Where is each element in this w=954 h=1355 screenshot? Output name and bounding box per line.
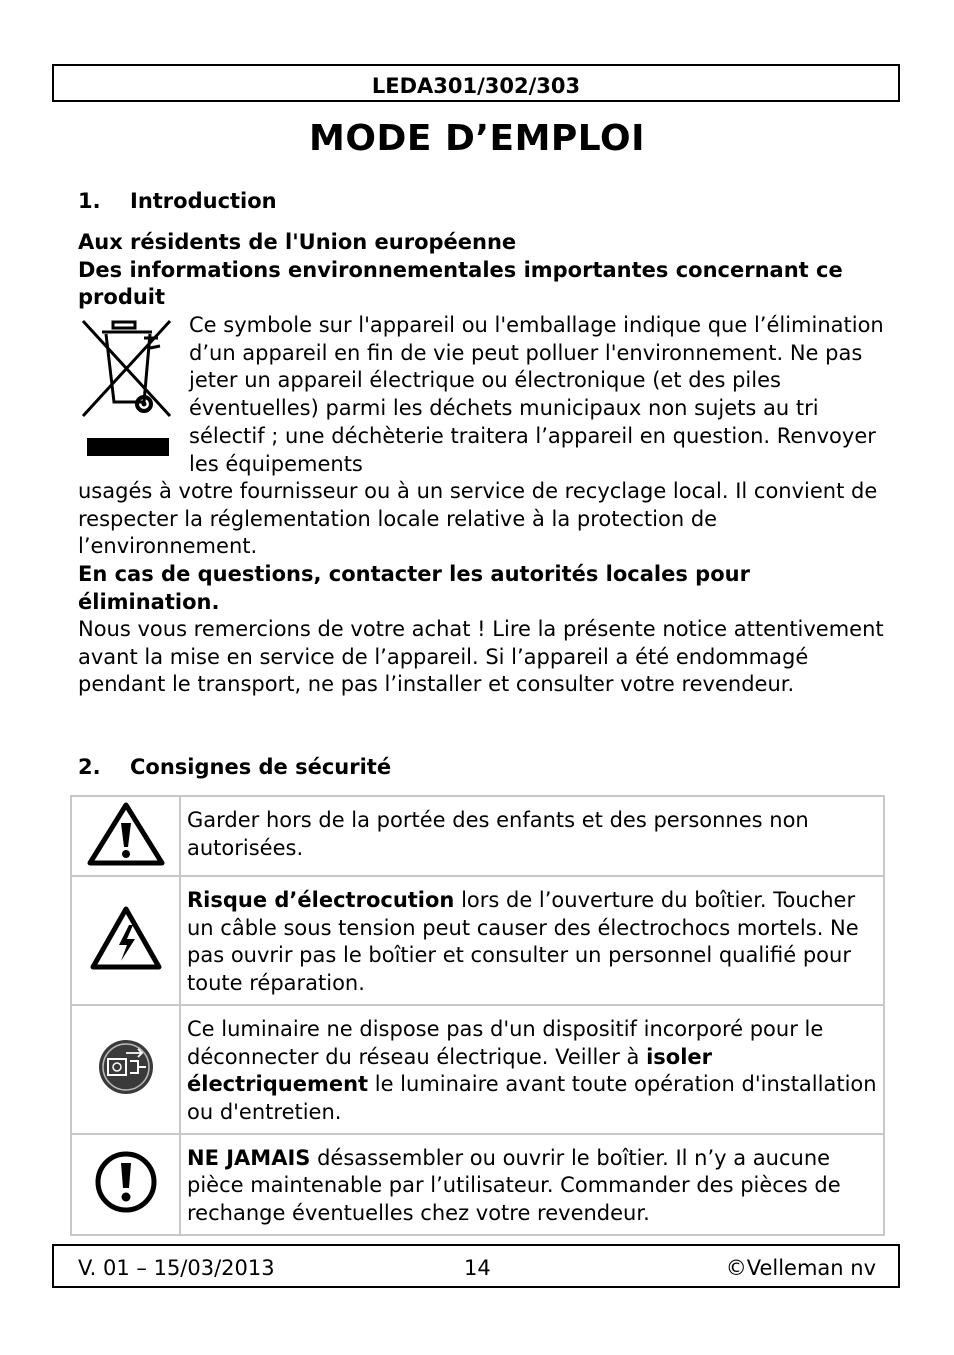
electric-shock-icon <box>89 905 163 971</box>
footer-version: V. 01 – 15/03/2013 <box>78 1256 275 1280</box>
eu-residents-heading <box>78 229 888 312</box>
section-heading-safety <box>78 755 578 783</box>
section-heading-introduction <box>78 189 478 217</box>
eu-title: Aux résidents de l'Union européenne <box>78 230 517 254</box>
icon-cell <box>71 876 180 1005</box>
bold-label: isoler électriquement <box>187 1044 713 1097</box>
safety-text: Garder hors de la portée des enfants et des personnes non autorisées. <box>180 796 884 876</box>
safety-text <box>180 876 884 1005</box>
table-row <box>71 1005 884 1134</box>
footer-copyright: ©Velleman nv <box>725 1256 876 1280</box>
model-number: LEDA301/302/303 <box>371 74 581 98</box>
safety-table <box>70 795 885 1236</box>
weee-text-continued: usagés à votre fournisseur ou à un service de recyclage local. Il convient de respecter la réglementation locale relative à la protection de l’environnement. <box>78 479 878 559</box>
section-number: 1. <box>78 189 101 213</box>
table-row <box>71 876 884 1005</box>
weee-text: Ce symbole sur l'appareil ou l'emballage indique que l’élimination d’un appareil en fin de vie peut polluer l'environnement. Ne pas jeter un appareil électrique ou électronique (et des piles éventuelles) parmi les déchets municipaux non sujets au tri sélectif ; une déchèterie traitera l’appareil en question. Renvoyer les équipements <box>189 313 884 476</box>
bold-label: Risque d’électrocution <box>187 888 455 912</box>
safety-text <box>180 1134 884 1235</box>
thanks-paragraph: Nous vous remercions de votre achat ! Lire la présente notice attentivement avant la mise en service de l’appareil. Si l’appareil a été endommagé pendant le transport, ne pas l’installer et consulter votre revendeur. <box>78 617 884 697</box>
section-title: Introduction <box>130 189 277 213</box>
page-number: 14 <box>464 1256 491 1280</box>
page-title: MODE D’EMPLOI <box>309 118 645 159</box>
table-row <box>71 1134 884 1235</box>
section-number: 2. <box>78 755 101 779</box>
body-text: désassembler ou ouvrir le boîtier. Il n’y a aucune pièce maintenable par l’utilisateur. Commander des pièces de rechange éventuelles chez votre revendeur. <box>187 1145 841 1226</box>
safety-text <box>180 1005 884 1134</box>
body-text: lors de l’ouverture du boîtier. Toucher un câble sous tension peut causer des électrochocs mortels. Ne pas ouvrir pas le boîtier et consulter un personnel qualifié pour toute réparation. <box>187 888 859 996</box>
icon-cell <box>71 1005 180 1134</box>
section-title: Consignes de sécurité <box>130 755 392 779</box>
header-box <box>52 64 900 102</box>
icon-cell <box>71 1134 180 1235</box>
weee-bin-icon <box>78 316 178 464</box>
env-title: Des informations environnementales importantes concernant ce produit <box>78 257 843 310</box>
exclamation-circle-icon <box>94 1150 158 1214</box>
bold-label: NE JAMAIS <box>187 1145 311 1170</box>
icon-cell <box>71 796 180 876</box>
disconnect-mains-icon <box>96 1037 156 1097</box>
footer <box>52 1244 900 1288</box>
questions-note: En cas de questions, contacter les autorités locales pour élimination. <box>78 562 750 614</box>
body-text: le luminaire avant toute opération d'installation ou d'entretien. <box>187 1072 877 1124</box>
warning-triangle-icon <box>86 801 166 867</box>
table-row <box>71 796 884 876</box>
body-text: Ce luminaire ne dispose pas d'un dispositif incorporé pour le déconnecter du réseau électrique. Veiller à <box>187 1016 824 1069</box>
